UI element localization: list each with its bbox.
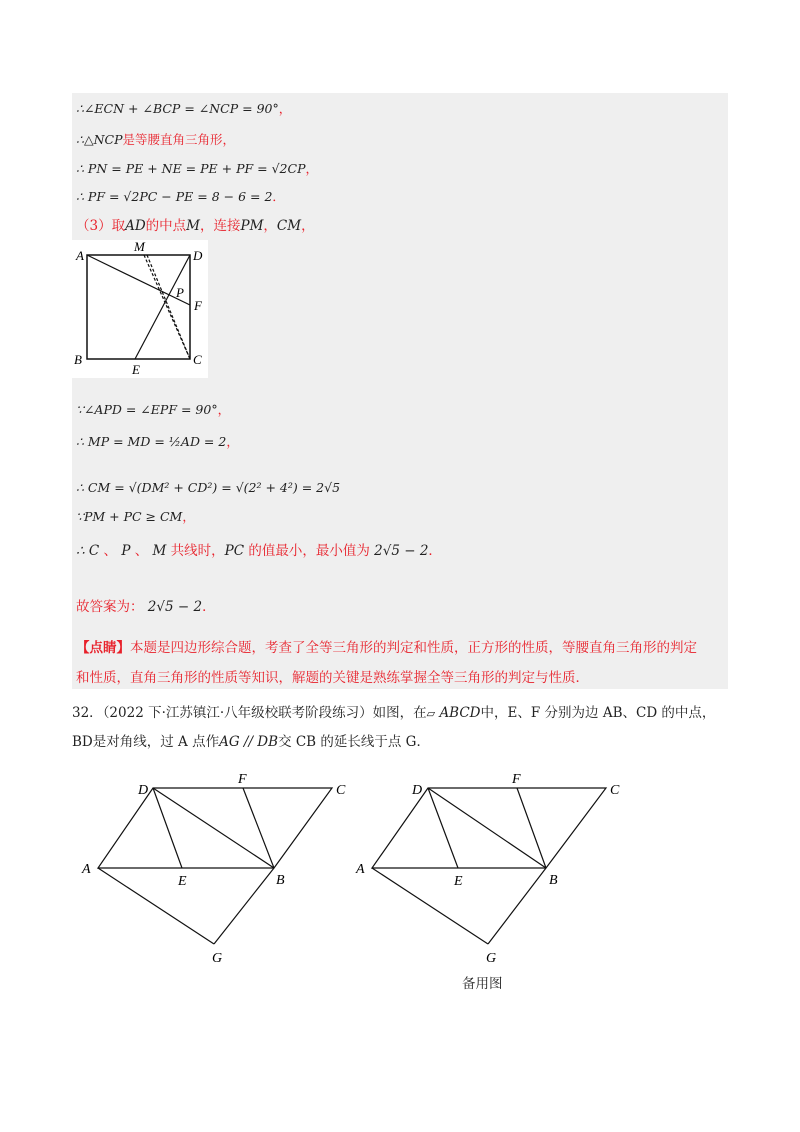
diagonal-bd bbox=[153, 788, 274, 868]
label-e: E bbox=[454, 874, 463, 889]
label-e: E bbox=[132, 362, 140, 377]
solution-line-11: 故答案为： 2√5 − 2． bbox=[76, 599, 216, 615]
parallelogram-figure-spare bbox=[352, 766, 632, 966]
parallelogram-abcd bbox=[372, 788, 606, 868]
parallelogram-abcd bbox=[98, 788, 332, 868]
comment-line-2: 和性质，直角三角形的性质等知识，解题的关键是熟练掌握全等三角形的判定与性质． bbox=[76, 670, 589, 686]
solution-line-8: ∴ CM = √(DM² + CD²) = √(2² + 4²) = 2√5 bbox=[76, 480, 341, 495]
solution-line-9: ∵PM + PC ≥ CM， bbox=[76, 509, 195, 524]
label-p: P bbox=[176, 285, 184, 300]
segment-bg bbox=[214, 868, 274, 944]
label-f: F bbox=[194, 298, 202, 313]
segment-bg bbox=[488, 868, 546, 944]
label-d: D bbox=[193, 248, 203, 263]
segment-fb bbox=[517, 788, 546, 868]
solution-line-5: （3）取AD的中点M，连接PM，CM， bbox=[76, 218, 315, 234]
solution-line-4: ∴ PF = √2PC − PE = 8 − 6 = 2． bbox=[76, 189, 285, 204]
label-g: G bbox=[486, 951, 497, 966]
comment-line-1: 【点睛】本题是四边形综合题，考查了全等三角形的判定和性质，正方形的性质，等腰直角三角形的判定 bbox=[76, 640, 697, 656]
label-a: A bbox=[82, 862, 91, 877]
segment-ag bbox=[372, 868, 488, 944]
question-line-2: BD是对角线，过 A 点作AG // DB交 CB 的延长线于点 G． bbox=[72, 734, 430, 750]
label-c: C bbox=[336, 783, 346, 798]
parallelogram-figure-main bbox=[78, 766, 358, 966]
solution-line-1: ∴∠ECN + ∠BCP = ∠NCP = 90°， bbox=[76, 101, 292, 116]
segment-fb bbox=[243, 788, 274, 868]
label-g: G bbox=[212, 951, 223, 966]
solution-line-6: ∵∠APD = ∠EPF = 90°， bbox=[76, 402, 231, 417]
label-a: A bbox=[356, 862, 365, 877]
label-e: E bbox=[178, 874, 187, 889]
label-f: F bbox=[238, 772, 247, 787]
segment-ag bbox=[98, 868, 214, 944]
label-f: F bbox=[512, 772, 521, 787]
label-c: C bbox=[610, 783, 620, 798]
label-c: C bbox=[193, 352, 202, 367]
solution-line-2: ∴△NCP是等腰直角三角形， bbox=[76, 132, 235, 147]
square-figure bbox=[72, 240, 208, 378]
solution-line-10: ∴ C 、 P 、 M 共线时，PC 的值最小，最小值为 2√5 − 2． bbox=[76, 543, 442, 559]
solution-line-7: ∴ MP = MD = ½AD = 2， bbox=[76, 434, 239, 449]
segment-de bbox=[428, 788, 458, 868]
label-a: A bbox=[76, 248, 84, 263]
label-m: M bbox=[134, 240, 145, 254]
label-d: D bbox=[412, 783, 423, 798]
question-line-1: 32．（2022 下·江苏镇江·八年级校联考阶段练习）如图，在▱ ABCD中，E、F 分别为边 AB、CD 的中点， bbox=[72, 705, 716, 721]
label-b: B bbox=[549, 873, 558, 888]
spare-figure-caption: 备用图 bbox=[462, 976, 503, 992]
label-d: D bbox=[138, 783, 149, 798]
solution-block bbox=[72, 93, 728, 689]
label-b: B bbox=[276, 873, 285, 888]
label-b: B bbox=[74, 352, 82, 367]
solution-line-3: ∴ PN = PE + NE = PE + PF = √2CP， bbox=[76, 161, 319, 176]
segment-de bbox=[153, 788, 182, 868]
diagonal-bd bbox=[428, 788, 546, 868]
